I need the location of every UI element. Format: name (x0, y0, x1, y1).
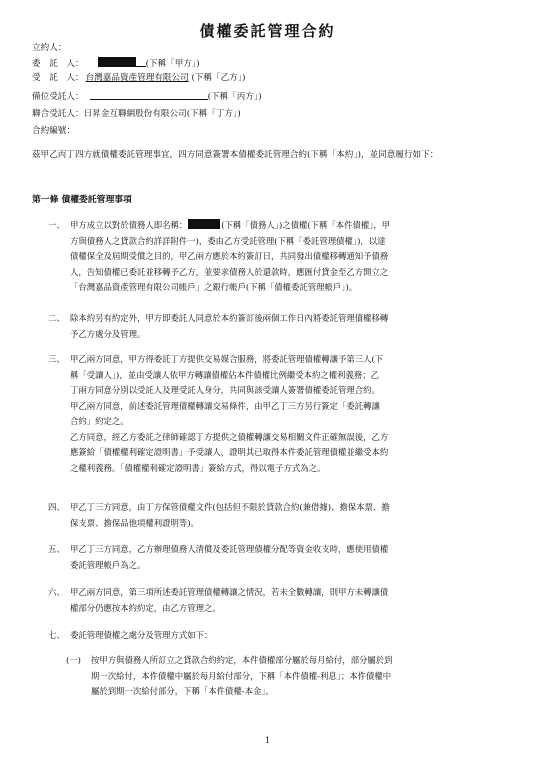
principal-label: 委 託 人： (32, 59, 84, 69)
clause-line: 乙方同意，經乙方委託之律師確認丁方提供之債權轉讓交易相關文件正確無誤後，乙方 (70, 431, 389, 442)
clause-number: 五、 (48, 544, 65, 554)
redacted-principal-name (98, 57, 136, 67)
clause-item-4 (48, 500, 518, 534)
platform-line (32, 108, 241, 120)
clause-line: 保支票、擔保品他項權利證明等)。 (70, 517, 199, 528)
clause-line: 甲乙兩方同意，前述委託管理債權轉讓交易條件，由甲乙丁三方另行簽定「委託轉讓 (70, 400, 380, 411)
clause-line: 稱「受讓人」)，並由受讓人依甲方轉讓債權佔本件債權比例繼受本約之權利義務；乙 (70, 369, 379, 380)
sub-clause-line: 屬於到期一次給付部分，下稱「本件債權-本金」。 (91, 686, 274, 696)
page-number: 1 (264, 736, 271, 745)
clause-number: 七、 (48, 630, 65, 640)
clause-line: 「台灣嘉品資產管理有限公司帳戶」之銀行帳戶(下稱「債權委託管理帳戶」)。 (70, 282, 358, 292)
clause-line (70, 218, 510, 234)
clause-line: 之權利義務。「債權權利確定證明書」簽給方式，得以電子方式為之。 (70, 462, 326, 473)
clause-line: 人，告知債權已委託並移轉予乙方，並要求債務人於還款時，應匯付貸金至乙方開立之 (70, 266, 389, 277)
parties-label: 立約人： (32, 43, 67, 53)
clause-line: 權部分仍應按本約約定，由乙方管理之。 (70, 602, 221, 613)
reserve-agent-suffix: (下稱「丙方」) (207, 92, 262, 102)
page-title: 債權委託管理合約 (199, 22, 336, 40)
clause-line: 甲乙兩方同意，甲方得委託丁方提供交易媒合服務，將委託管理債權轉讓予第三人(下 (70, 354, 384, 364)
clause-item-2 (48, 311, 518, 345)
sub-clause-line: 按甲方與債務人所訂立之貸款合約約定，本件債權部分屬於每月給付，部分屬於到 (91, 655, 393, 665)
contract-number-line (32, 125, 75, 137)
agent-name: 台灣嘉品資產管理有限公司 (85, 73, 189, 83)
contract-number-label: 合約編號： (32, 126, 75, 136)
clause-line: 債權保全及屆期受償之目的，甲乙兩方應於本約簽訂日，共同發出債權移轉通知予債務 (70, 251, 389, 261)
clause-line-text: (下稱「債務人」)之債權(下稱「本件債權」，甲 (221, 220, 391, 230)
clause-body (70, 585, 510, 616)
clause-line: 甲乙丁三方同意，由丁方保管債權文件(包括但不限於貸款合約(兼借據)、擔保本票、擔 (70, 502, 390, 512)
clause-item-6 (48, 585, 518, 619)
clause-line: 丁兩方同意分別以受託人及理受託人身分，共同與該受讓人簽署債權委託管理合約。 (70, 385, 380, 395)
sub-clause-item-1 (66, 653, 516, 703)
clause-body (70, 218, 510, 296)
clause-number: 二、 (48, 313, 65, 323)
clause-number: 三、 (48, 354, 65, 364)
clause-item-7 (48, 628, 518, 646)
agent-label: 受 託 人： (32, 73, 84, 83)
principal-underline (136, 57, 146, 67)
clause-line: 甲乙丁三方同意，乙方辦理債務人清償及委託管理債權分配等資金收支時，應使用債權 (70, 544, 389, 554)
agent-suffix: (下稱「乙方」) (191, 73, 246, 83)
clause-number: 六、 (48, 587, 65, 597)
clause-line: 委託管理債權之處分及管理方式如下： (70, 630, 213, 640)
sub-clause-line: 期一次給付，本件債權中屬於每月給付部分，下稱「本件債權-利息」；本件債權中 (91, 670, 392, 681)
clause-line: 甲乙兩方同意，第三項所述委託管理債權轉讓之情況，若未全數轉讓，則甲方未轉讓債 (70, 587, 389, 597)
clause-line: 除本約另有約定外，甲方即委託人同意於本約簽訂後兩個工作日內將委託管理債權移轉 (70, 313, 389, 323)
clause-line: 方與債務人之貸款合約詳詳附件一)，委由乙方受託管理(下稱「委託管理債權」)，以達 (70, 235, 386, 246)
clause-body (70, 352, 510, 476)
clause-number: 一、 (48, 220, 65, 230)
reserve-agent-line (32, 90, 262, 103)
platform-label: 聯合受託人： (32, 109, 84, 119)
preamble-paragraph: 茲甲乙丙丁四方就債權委託管理事宜，四方同意簽署本債權委託管理合約(下稱「本約」)，並同意履行如下： (32, 150, 439, 160)
clause-line: 應簽給「債權權利確定證明書」予受讓人，證明其已取得本件委託管理債權並繼受本約 (70, 447, 389, 457)
principal-suffix: (下稱「甲方」) (145, 59, 200, 69)
clause-body (70, 311, 510, 342)
principal-line (32, 57, 200, 70)
clause-number: 四、 (48, 502, 65, 512)
sub-clause-number: (一) (66, 655, 81, 665)
clause-line: 合約」約定之。 (70, 416, 129, 426)
clause-item-1 (48, 218, 518, 313)
platform-value: 日昇金互聯網股份有限公司(下稱「丁方」) (83, 109, 241, 119)
clause-item-3 (48, 352, 518, 482)
clause-line: 予乙方處分及管理。 (70, 328, 146, 339)
reserve-agent-blank (90, 90, 208, 100)
clause-line-text: 甲方成立以對於債務人即名稱： (70, 220, 188, 230)
clause-body (70, 542, 510, 573)
reserve-agent-label: 備位受託人： (32, 92, 84, 102)
sub-clause-body (91, 653, 511, 700)
agent-line (32, 72, 245, 84)
clause-body (70, 628, 510, 644)
redacted-debtor-name (188, 219, 220, 229)
clause-item-5 (48, 542, 518, 576)
section-heading: 第一條 債權委託管理事項 (32, 195, 132, 205)
clause-line: 委託管理帳戶為之。 (70, 559, 146, 570)
clause-body (70, 500, 510, 531)
